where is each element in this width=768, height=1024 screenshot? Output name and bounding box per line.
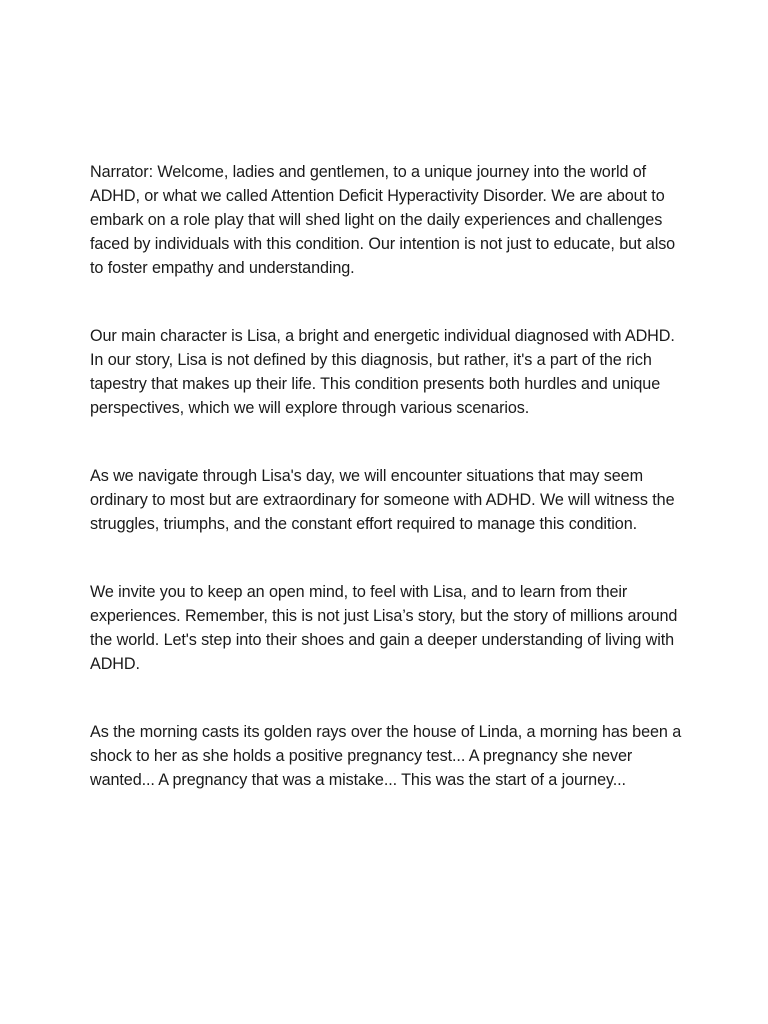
paragraph-main-character: Our main character is Lisa, a bright and energetic individual diagnosed with ADHD. In our story, Lisa is not defined by this diagnosis, but rather, it's a part of the rich tapestry that makes up their life. This condition presents both hurdles and unique perspectives, which we will explore through various scenarios. — [90, 327, 675, 417]
paragraph-lisas-day: As we navigate through Lisa's day, we will encounter situations that may seem ordinary to most but are extraordinary for someone with ADHD. We will witness the struggles, triumphs, and the constant effort required to manage this condition. — [90, 467, 675, 533]
paragraph-morning-scene: As the morning casts its golden rays over the house of Linda, a morning has been a shock to her as she holds a positive pregnancy test... A pregnancy she never wanted... A pregnancy that was a mistake... This was the start of a journey... — [90, 723, 682, 789]
paragraph-narrator-intro: Narrator: Welcome, ladies and gentlemen, to a unique journey into the world of ADHD, or what we called Attention Deficit Hyperactivity Disorder. We are about to embark on a role play that will shed light on the daily experiences and challenges faced by individuals with this condition. Our intention is not just to educate, but also to foster empathy and understanding. — [90, 163, 676, 277]
paragraph-invitation: We invite you to keep an open mind, to feel with Lisa, and to learn from their experiences. Remember, this is not just Lisa’s story, but the story of millions around the world. Let's step into their shoes and gain a deeper understanding of living with ADHD. — [90, 583, 678, 673]
document-body — [90, 160, 690, 836]
